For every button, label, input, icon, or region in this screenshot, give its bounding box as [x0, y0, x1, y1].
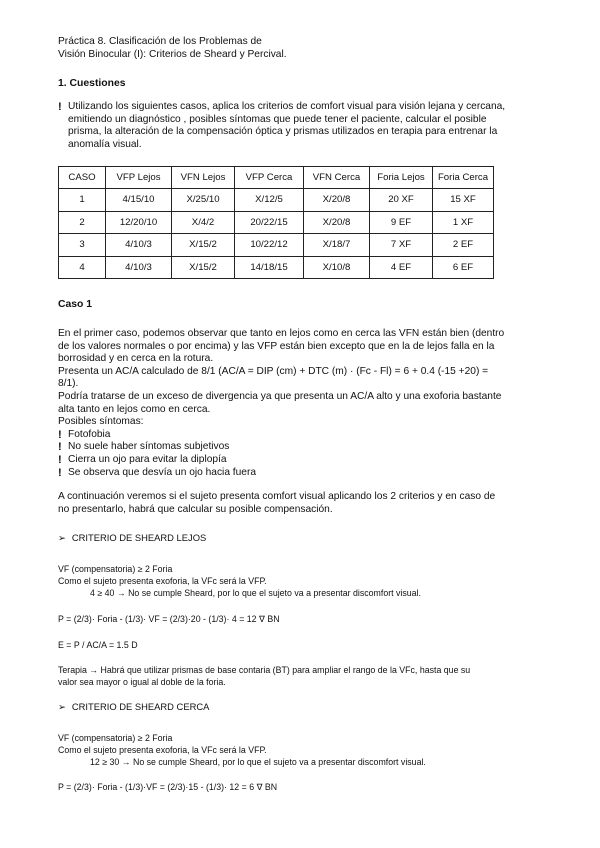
case-1-conclusion: no presentarlo, habrá que calcular su posible compensación. — [58, 503, 333, 515]
spacer — [58, 479, 544, 491]
table-cell: X/25/10 — [172, 189, 235, 212]
symptom-item — [58, 441, 544, 454]
table-row — [59, 211, 494, 234]
question-line: Utilizando los siguientes casos, aplica los criterios de comfort visual para visión lejana y cercana, — [68, 101, 506, 113]
lejos-line: 4 ≥ 40 → No se cumple Sheard, por lo que el sujeto va a presentar discomfort visual. — [90, 587, 421, 598]
table-cell: X/20/8 — [304, 189, 370, 212]
case-1-conclusion: A continuación veremos si el sujeto presenta comfort visual aplicando los 2 criterios y en caso de — [58, 491, 496, 503]
spacer — [58, 689, 544, 701]
bullet-icon: ! — [58, 441, 62, 454]
table-cell: 14/18/15 — [235, 256, 304, 279]
symptom-text: Fotofobia — [68, 428, 111, 440]
spacer — [58, 651, 544, 665]
table-header: Foria Lejos — [370, 166, 433, 189]
case-1-text: de los valores normales o por encima) y las VFP están bien excepto que en la de lejos falla en la — [58, 340, 495, 352]
lejos-therapy: valor sea mayor o igual al doble de la foria. — [58, 677, 226, 688]
table-cell: 1 XF — [433, 211, 494, 234]
criterio-lejos-heading — [58, 532, 544, 544]
lejos-lens: E = P / AC/A = 1.5 D — [58, 639, 138, 650]
table-cell: X/20/8 — [304, 211, 370, 234]
table-cell: 6 EF — [433, 256, 494, 279]
criterio-cerca-heading — [58, 701, 544, 713]
question-line: emitiendo un diagnóstico , posibles síntomas que puede tener el paciente, calcular el posible — [68, 113, 487, 125]
question-line: anomalía visual. — [68, 138, 142, 150]
table-cell: 20/22/15 — [235, 211, 304, 234]
cerca-line: Como el sujeto presenta exoforia, la VFc será la VFP. — [58, 744, 267, 755]
bullet-icon: ! — [58, 101, 62, 114]
table-row — [59, 234, 494, 257]
case-1-text: Podría tratarse de un exceso de divergencia ya que presenta un AC/A alto y una exoforia bastante — [58, 391, 502, 403]
cases-table — [58, 166, 494, 280]
table-cell: 4/10/3 — [106, 256, 172, 279]
case-1-heading: Caso 1 — [58, 299, 93, 311]
case-1-text: Presenta un AC/A calculado de 8/1 (AC/A = DIP (cm) + DTC (m) · (Fc - Fl) = 6 + 0.4 (-15 +20) = — [58, 365, 489, 377]
cerca-prism: P = (2/3)· Foria - (1/3)·VF = (2/3)·15 - (1/3)· 12 = 6 ∇ BN — [58, 782, 278, 793]
criterio-lejos-title: CRITERIO DE SHEARD LEJOS — [71, 532, 207, 544]
table-cell: 20 XF — [370, 189, 433, 212]
table-header: VFP Lejos — [106, 166, 172, 189]
symptom-text: No suele haber síntomas subjetivos — [68, 441, 230, 453]
table-row — [59, 256, 494, 279]
bullet-icon: ! — [58, 454, 62, 466]
arrow-bullet-icon: ➢ — [58, 532, 66, 544]
table-header: VFN Cerca — [304, 166, 370, 189]
table-cell: 10/22/12 — [235, 234, 304, 257]
title-line-1: Práctica 8. Clasificación de los Problemas de — [58, 36, 262, 47]
case-1-text: En el primer caso, podemos observar que tanto en lejos como en cerca las VFN están bien (dentro — [58, 328, 505, 340]
spacer — [58, 516, 544, 532]
table-cell: X/15/2 — [172, 234, 235, 257]
cerca-formula: VF (compensatoria) ≥ 2 Foria — [58, 732, 173, 743]
table-cell: 1 — [59, 189, 106, 212]
section-heading: 1. Cuestiones — [58, 78, 126, 90]
case-1-text: alta tanto en lejos como en cerca. — [58, 403, 211, 415]
case-1-text: Posibles síntomas: — [58, 416, 144, 428]
table-cell: 7 XF — [370, 234, 433, 257]
table-cell: 2 — [59, 211, 106, 234]
table-cell: 4 — [59, 256, 106, 279]
bullet-icon: ! — [58, 428, 62, 441]
cerca-line: 12 ≥ 30 → No se cumple Sheard, por lo que el sujeto va a presentar discomfort visual. — [90, 756, 426, 767]
table-cell: X/12/5 — [235, 189, 304, 212]
criterio-cerca-title: CRITERIO DE SHEARD CERCA — [71, 700, 210, 712]
case-1-text: borrosidad y en cerca en la rotura. — [58, 353, 214, 365]
symptom-item — [58, 467, 544, 480]
symptom-item — [58, 454, 544, 467]
table-cell: 3 — [59, 234, 106, 257]
symptom-text: Cierra un ojo para evitar la diplopía — [68, 454, 227, 465]
question-line: prisma, la alteración de la compensación óptica y prismas utilizados en terapia para entrenar la — [68, 126, 498, 138]
table-header: VFP Cerca — [235, 166, 304, 189]
table-cell: X/4/2 — [172, 211, 235, 234]
title-line-2: Visión Binocular (I): Criterios de Sheard y Percival. — [58, 48, 287, 60]
table-header: CASO — [59, 166, 106, 189]
table-cell: 9 EF — [370, 211, 433, 234]
spacer — [58, 626, 544, 640]
table-cell: X/15/2 — [172, 256, 235, 279]
lejos-therapy: Terapia → Habrá que utilizar prismas de base contaria (BT) para ampliar el rango de la VFc, hasta que su — [58, 665, 471, 676]
table-cell: 12/20/10 — [106, 211, 172, 234]
spacer — [58, 768, 544, 782]
arrow-bullet-icon: ➢ — [58, 700, 66, 712]
table-cell: 15 XF — [433, 189, 494, 212]
lejos-prism: P = (2/3)· Foria - (1/3)· VF = (2/3)·20 - (1/3)· 4 = 12 ∇ BN — [58, 613, 280, 624]
table-header: VFN Lejos — [172, 166, 235, 189]
symptom-text: Se observa que desvía un ojo hacia fuera — [68, 466, 257, 478]
spacer — [58, 600, 544, 614]
case-1-text: 8/1). — [58, 378, 79, 390]
symptom-item — [58, 429, 544, 442]
table-cell: 4/15/10 — [106, 189, 172, 212]
question-block — [58, 101, 544, 151]
table-cell: 4/10/3 — [106, 234, 172, 257]
table-header-row — [59, 166, 494, 189]
table-header: Foria Cerca — [433, 166, 494, 189]
table-cell: 4 EF — [370, 256, 433, 279]
table-cell: X/10/8 — [304, 256, 370, 279]
table-row — [59, 189, 494, 212]
table-cell: X/18/7 — [304, 234, 370, 257]
bullet-icon: ! — [58, 466, 62, 479]
lejos-line: Como el sujeto presenta exoforia, la VFc será la VFP. — [58, 576, 267, 587]
table-cell: 2 EF — [433, 234, 494, 257]
lejos-formula: VF (compensatoria) ≥ 2 Foria — [58, 564, 173, 575]
